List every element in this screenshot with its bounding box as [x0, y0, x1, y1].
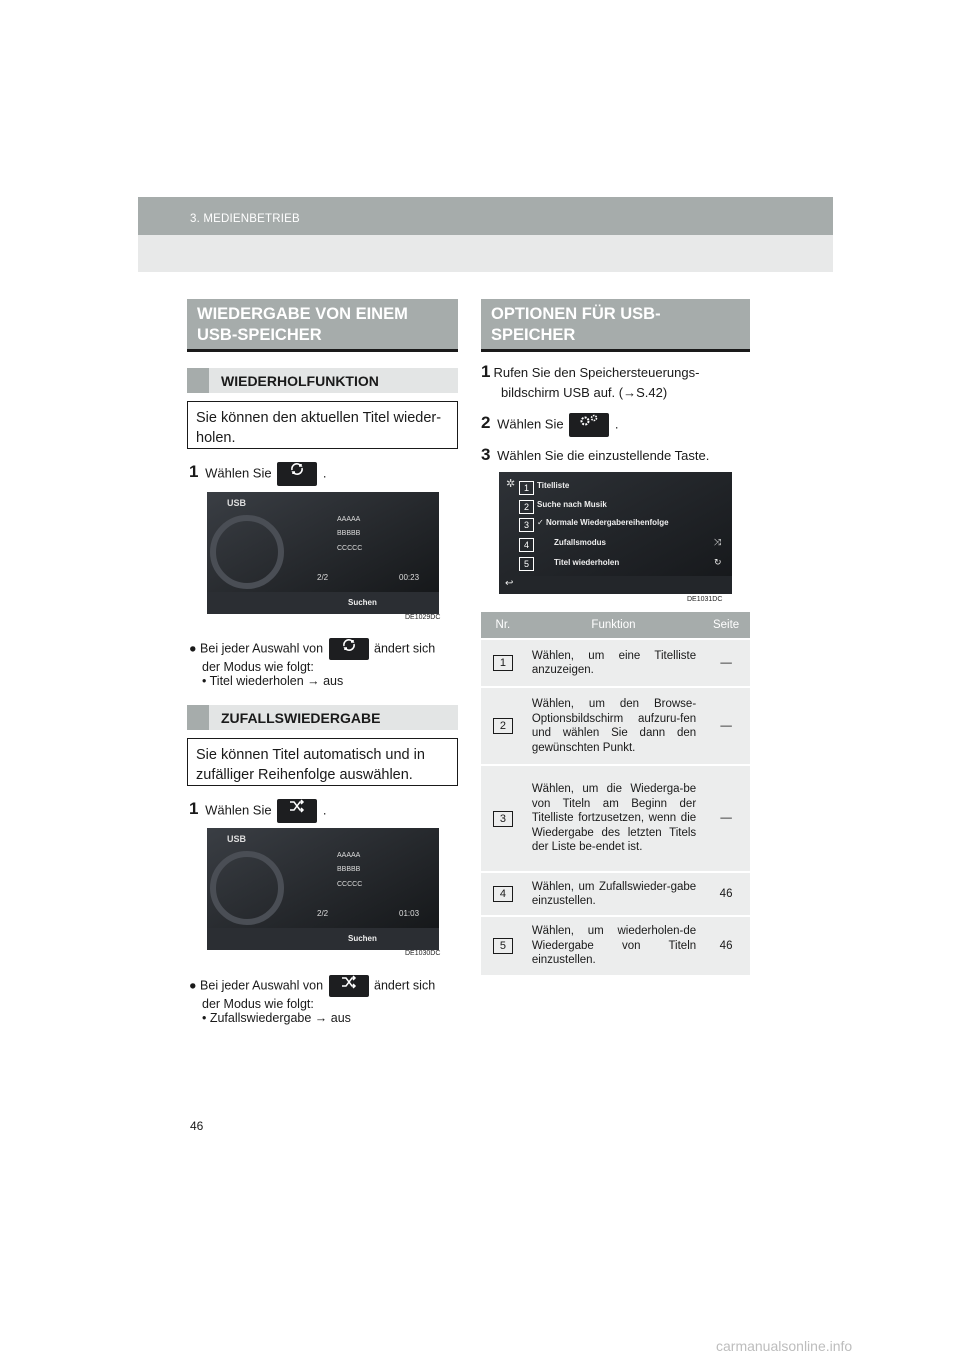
screen-artist: BBBBB — [337, 866, 361, 873]
screen-search-label: Suchen — [348, 934, 377, 943]
row-number: 5 — [493, 938, 513, 954]
menu-number-3: 3 — [519, 518, 534, 532]
repeat-button-icon — [277, 462, 317, 486]
usb-playback-screen-shuffle — [207, 828, 439, 950]
shuffle-button-icon — [329, 975, 369, 997]
screen-code: DE1031DC — [687, 596, 723, 603]
shuffle-icon: ⤨ — [714, 537, 722, 547]
subheading-tab — [187, 705, 209, 730]
shuffle-step-1: 1 Wählen Sie . — [189, 799, 326, 823]
screen-background — [207, 492, 439, 614]
subheading-label: WIEDERHOLFUNKTION — [221, 373, 379, 389]
row-number: 4 — [493, 886, 513, 902]
shuffle-button-icon — [277, 799, 317, 823]
options-step-2: 2 Wählen Sie . — [481, 413, 618, 437]
subheading-repeat — [187, 368, 458, 393]
screen-album: CCCCC — [337, 881, 363, 888]
chapter-title: 3. MEDIENBETRIEB — [190, 213, 300, 225]
screen-code: DE1030DC — [405, 950, 441, 957]
subheading-label: ZUFALLSWIEDERGABE — [221, 710, 381, 726]
menu-number-4: 4 — [519, 538, 534, 552]
menu-item-zufall: Zufallsmodus — [554, 538, 607, 547]
menu-item-normal: ✓ Normale Wiedergabereihenfolge — [537, 518, 669, 527]
row-number: 2 — [493, 718, 513, 734]
header-subband — [138, 235, 833, 272]
section-title-usb-playback: WIEDERGABE VON EINEM USB-SPEICHER — [187, 299, 458, 352]
repeat-note: ● Bei jeder Auswahl von ändert sich der Modus wie folgt: • Titel wiederholen → aus — [189, 638, 459, 688]
menu-number-2: 2 — [519, 500, 534, 514]
step-number: 1 — [189, 462, 199, 482]
repeat-icon: ↻ — [714, 557, 722, 567]
repeat-button-icon — [329, 638, 369, 660]
row-funktion: Wählen, um eine Titelliste anzuzeigen. — [525, 639, 702, 687]
options-gear-icon — [569, 413, 609, 437]
row-seite: 46 — [702, 916, 750, 975]
table-row — [481, 765, 750, 872]
options-table — [481, 612, 750, 975]
screen-code: DE1029DC — [405, 614, 441, 621]
row-funktion: Wählen, um die Wiederga-be von Titeln am Beginn der Titelliste fortzusetzen, wenn die Wiedergabe des letzten Titels der Liste be-endet ist. — [525, 765, 702, 872]
subheading-shuffle — [187, 705, 458, 730]
row-seite: — — [702, 765, 750, 872]
screen-time: 01:03 — [399, 909, 420, 918]
subheading-tab — [187, 368, 209, 393]
table-header-nr: Nr. — [481, 612, 525, 639]
options-step-3: 3 Wählen Sie die einzustellende Taste. — [481, 445, 710, 464]
table-row — [481, 872, 750, 916]
repeat-step-1: 1 Wählen Sie . — [189, 462, 326, 486]
page-number: 46 — [190, 1119, 204, 1133]
row-seite: 46 — [702, 872, 750, 916]
screen-album: CCCCC — [337, 545, 363, 552]
usb-playback-screen-repeat — [207, 492, 439, 614]
row-funktion: Wählen, um Zufallswieder-gabe einzustellen. — [525, 872, 702, 916]
screen-title: AAAAA — [337, 852, 361, 859]
screen-background — [207, 828, 439, 950]
menu-number-1: 1 — [519, 481, 534, 495]
usb-options-menu-screen — [499, 472, 732, 594]
table-header-funktion: Funktion — [525, 612, 702, 639]
menu-gear-icon: ✲ — [506, 478, 516, 490]
table-row — [481, 639, 750, 687]
menu-item-suche: Suche nach Musik — [537, 500, 607, 509]
row-funktion: Wählen, um wiederholen-de Wiedergabe von Titeln einzustellen. — [525, 916, 702, 975]
screen-time: 00:23 — [399, 573, 420, 582]
back-icon: ↩ — [505, 578, 514, 589]
options-step-1: 1 Rufen Sie den Speichersteuerungs- bildschirm USB auf. (→S.42) — [481, 362, 700, 400]
shuffle-note: ● Bei jeder Auswahl von ändert sich der Modus wie folgt: • Zufallswiedergabe → aus — [189, 975, 459, 1025]
table-row — [481, 916, 750, 975]
table-row — [481, 687, 750, 765]
row-number: 3 — [493, 811, 513, 827]
step-text: Wählen Sie — [205, 465, 272, 481]
row-seite: — — [702, 687, 750, 765]
screen-track: 2/2 — [317, 573, 329, 582]
row-funktion: Wählen, um den Browse-Optionsbildschirm aufzuru-fen und wählen Sie dann den gewünschten Punkt. — [525, 687, 702, 765]
menu-item-wiederholen: Titel wiederholen — [554, 558, 620, 567]
table-header-seite: Seite — [702, 612, 750, 639]
screen-artist: BBBBB — [337, 530, 361, 537]
screen-source-label: USB — [227, 498, 247, 508]
screen-track: 2/2 — [317, 909, 329, 918]
screen-title: AAAAA — [337, 516, 361, 523]
screen-source-label: USB — [227, 834, 247, 844]
section-title-usb-options: OPTIONEN FÜR USB-SPEICHER — [481, 299, 750, 352]
menu-item-titelliste: Titelliste — [537, 481, 570, 490]
row-seite: — — [702, 639, 750, 687]
watermark: carmanualsonline.info — [716, 1338, 853, 1354]
row-number: 1 — [493, 655, 513, 671]
shuffle-intro: Sie können Titel automatisch und in zufälliger Reihenfolge auswählen. — [187, 738, 458, 786]
screen-search-label: Suchen — [348, 598, 377, 607]
repeat-intro: Sie können den aktuellen Titel wieder-holen. — [187, 401, 458, 449]
menu-number-5: 5 — [519, 557, 534, 571]
